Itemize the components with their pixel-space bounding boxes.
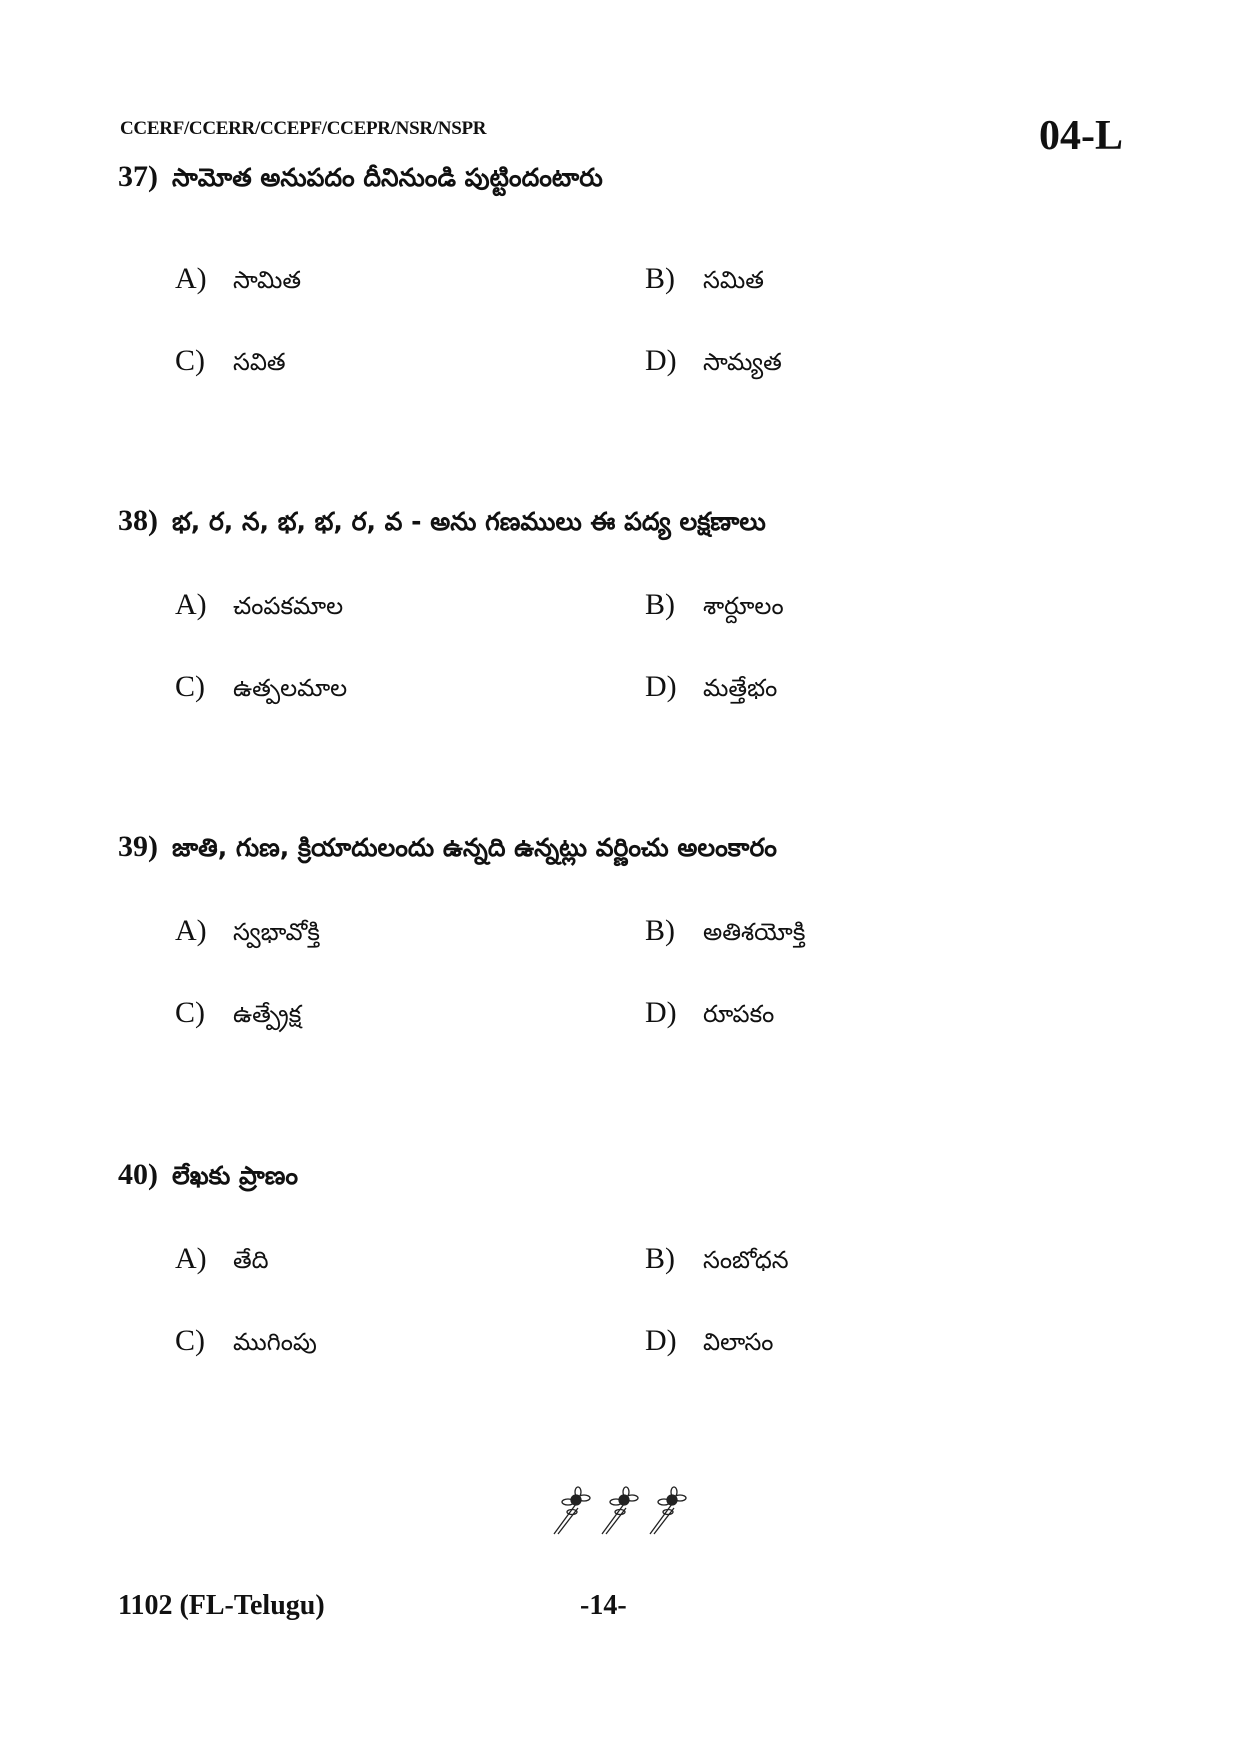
option-letter: D) — [645, 670, 677, 703]
option-letter: C) — [175, 670, 205, 703]
footer-paper-name: 1102 (FL-Telugu) — [118, 1590, 325, 1621]
option-text: సామిత — [233, 266, 302, 294]
question-number: 39) — [118, 830, 158, 863]
floral-ornament-icon — [548, 1486, 694, 1538]
option-d — [645, 996, 774, 1034]
header-exam-codes: CCERF/CCERR/CCEPF/CCEPR/NSR/NSPR — [120, 118, 487, 139]
option-text: ముగింపు — [233, 1328, 317, 1356]
option-letter: A) — [175, 1242, 207, 1275]
option-letter: B) — [645, 914, 675, 947]
option-text: మత్తేభం — [703, 674, 778, 702]
option-b — [645, 262, 764, 300]
option-letter: A) — [175, 588, 207, 621]
option-letter: C) — [175, 1324, 205, 1357]
option-letter: D) — [645, 1324, 677, 1357]
question-text: భ, ర, న, భ, భ, ర, వ - అను గణములు ఈ పద్య లక్షణాలు — [172, 507, 766, 536]
paper-code: 04-L — [1039, 113, 1123, 159]
option-c — [175, 1324, 317, 1362]
option-c — [175, 670, 347, 708]
option-letter: C) — [175, 344, 205, 377]
question-text: లేఖకు ప్రాణం — [172, 1161, 299, 1190]
option-text: సంబోధన — [703, 1246, 789, 1274]
option-text: స్వభావోక్తి — [233, 918, 320, 946]
option-text: విలాసం — [703, 1328, 774, 1356]
question-text: జాతి, గుణ, క్రియాదులందు ఉన్నది ఉన్నట్లు వర్ణించు అలంకారం — [172, 833, 777, 862]
option-text: తేది — [233, 1246, 269, 1274]
option-text: రూపకం — [703, 1000, 775, 1028]
option-d — [645, 1324, 773, 1362]
footer-page-number: -14- — [580, 1590, 627, 1621]
option-letter: B) — [645, 588, 675, 621]
question-number: 37) — [118, 160, 158, 193]
option-text: చంపకమాల — [233, 592, 344, 620]
question-40 — [118, 1158, 1118, 1206]
option-letter: A) — [175, 262, 207, 295]
question-37 — [118, 160, 1118, 208]
option-b — [645, 588, 784, 626]
question-number: 40) — [118, 1158, 158, 1191]
option-letter: B) — [645, 1242, 675, 1275]
option-text: సమిత — [703, 266, 764, 294]
question-38 — [118, 504, 1118, 552]
option-letter: C) — [175, 996, 205, 1029]
option-a — [175, 914, 320, 952]
option-d — [645, 670, 777, 708]
option-c — [175, 344, 286, 382]
option-text: ఉత్పలమాల — [233, 674, 348, 702]
option-c — [175, 996, 301, 1034]
option-a — [175, 1242, 269, 1280]
question-39 — [118, 830, 1118, 878]
option-text: సామ్యత — [703, 348, 782, 376]
option-b — [645, 1242, 789, 1280]
option-d — [645, 344, 782, 382]
option-text: ఉత్ప్రేక్ష — [233, 1000, 302, 1028]
question-text: సావెూత అనుపదం దీనినుండి పుట్టిందంటారు — [172, 163, 603, 192]
option-letter: B) — [645, 262, 675, 295]
question-number: 38) — [118, 504, 158, 537]
option-text: అతిశయోక్తి — [703, 918, 806, 946]
option-a — [175, 588, 343, 626]
option-letter: D) — [645, 996, 677, 1029]
option-text: శార్దూలం — [703, 592, 784, 620]
option-text: సవిత — [233, 348, 286, 376]
option-letter: A) — [175, 914, 207, 947]
option-letter: D) — [645, 344, 677, 377]
option-a — [175, 262, 301, 300]
option-b — [645, 914, 805, 952]
